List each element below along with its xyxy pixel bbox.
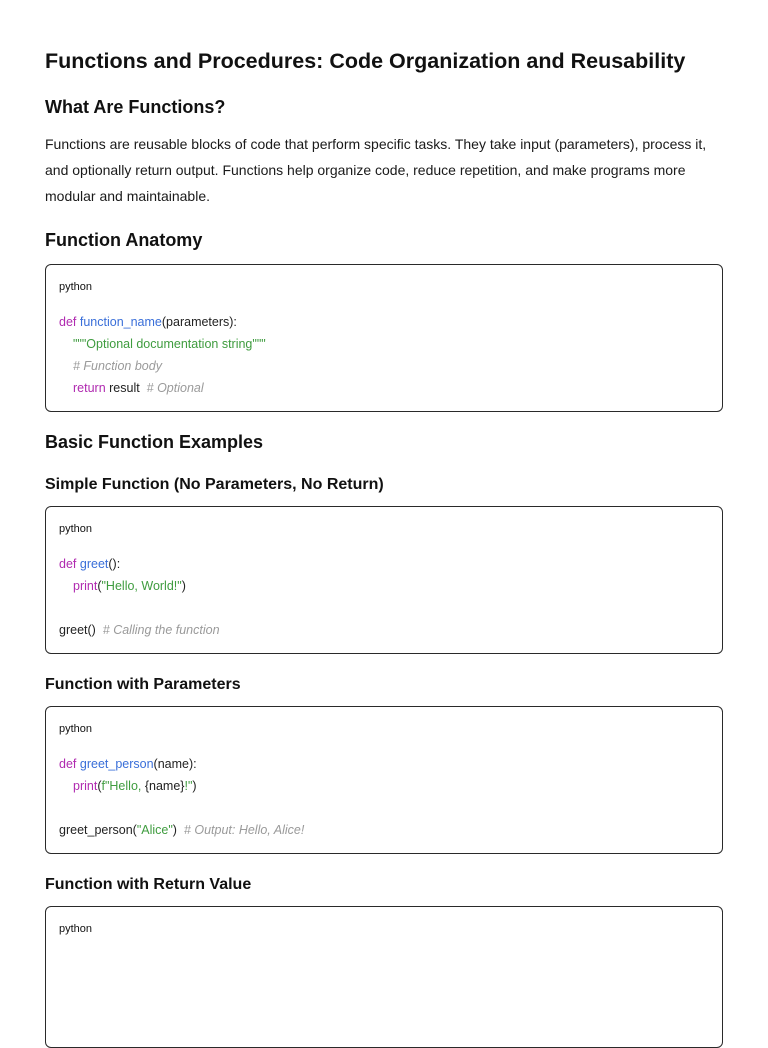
code-lines — [59, 753, 304, 841]
subheading-simple: Simple Function (No Parameters, No Return) — [45, 476, 384, 493]
code-language-label: python — [59, 723, 93, 735]
section-heading-basic: Basic Function Examples — [45, 432, 264, 452]
code-block-simple — [45, 506, 723, 654]
code-lines — [59, 311, 266, 399]
section-heading-what: What Are Functions? — [45, 97, 226, 117]
code-block-anatomy — [45, 264, 723, 412]
code-line: # Function body — [73, 359, 162, 373]
page-title: Functions and Procedures: Code Organization and Reusability — [45, 49, 686, 73]
code-lines — [59, 553, 220, 641]
intro-paragraph: Functions are reusable blocks of code that perform specific tasks. They take input (parameters), process it, and optionally return output. Functions help organize code, reduce repetition, and make programs more modular and maintainable. — [45, 136, 707, 204]
code-language-label: python — [59, 523, 93, 535]
code-line: def greet_person(name): — [59, 757, 197, 771]
code-line-blank — [59, 797, 304, 819]
code-line: greet() # Calling the function — [59, 623, 220, 637]
subheading-return: Function with Return Value — [45, 876, 252, 893]
code-line: def function_name(parameters): — [59, 315, 237, 329]
code-line: def greet(): — [59, 557, 121, 571]
code-block-return — [45, 906, 723, 1048]
subheading-params: Function with Parameters — [45, 676, 241, 693]
code-line: print(f"Hello, {name}!") — [73, 779, 197, 793]
code-language-label: python — [59, 281, 93, 293]
code-line: print("Hello, World!") — [73, 579, 186, 593]
code-line: """Optional documentation string""" — [73, 337, 266, 351]
section-heading-anatomy: Function Anatomy — [45, 230, 203, 250]
code-language-label: python — [59, 923, 93, 935]
code-block-params — [45, 706, 723, 854]
code-line: greet_person("Alice") # Output: Hello, Alice! — [59, 823, 305, 837]
code-line: return result # Optional — [73, 381, 204, 395]
code-line-blank — [59, 597, 220, 619]
